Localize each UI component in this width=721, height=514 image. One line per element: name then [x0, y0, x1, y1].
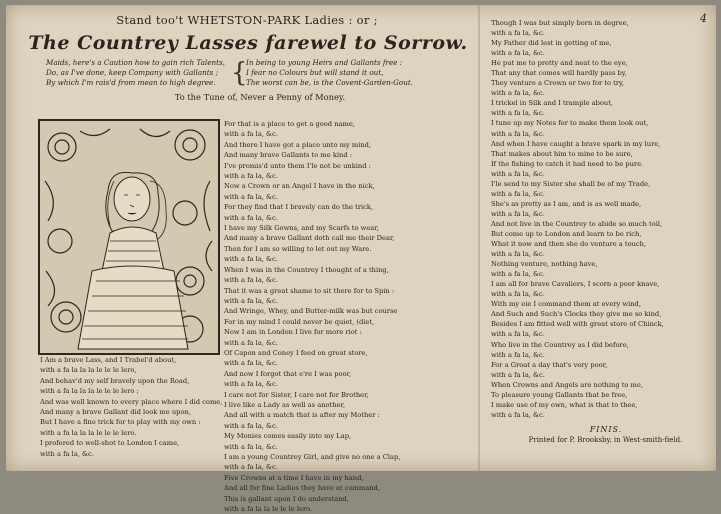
verse-line: with a fa la, &c.: [224, 421, 278, 430]
verse-line: My Monies comes easily into my Lap,: [224, 432, 352, 441]
intro-line: The worst can be, is the Covent-Garden-Gout.: [246, 78, 414, 87]
verse-line: And all with a match that is after my Mother :: [224, 411, 380, 420]
intro-line: Do, as I've done, keep Company with Gallants ;: [46, 68, 219, 77]
verse-line: with a fa la, &c.: [491, 250, 545, 259]
verse-line: I've promis'd unto them I'le not be unkind :: [224, 161, 371, 170]
verse-line: I profered to well-shot to London I came,: [40, 439, 180, 448]
verse-line: with a fa la, &c.: [491, 270, 545, 279]
verse-line: with a fa la, &c.: [491, 290, 545, 299]
printer-imprint: Printed for P. Brooksby, in West-smith-field.: [528, 436, 683, 444]
verse-line: with a fa la, &c.: [224, 338, 278, 347]
verse-line: With my eie I command them at every wind,: [491, 300, 641, 309]
ballad-title: The Countrey Lasses farewel to Sorrow.: [28, 32, 468, 54]
verse-line: And now I forgot that e're I was poor,: [224, 369, 352, 378]
verse-line: with a fa la, &c.: [224, 255, 278, 264]
verse-line: When Crowns and Angels are nothing to me,: [491, 380, 643, 389]
verse-line: But I have a fine trick for to play with my own :: [40, 418, 201, 427]
verse-line: I'le send to my Sister she shall be of my Trade,: [491, 179, 651, 188]
verse-line: For that is a place to get a good name,: [224, 120, 355, 128]
verse-line: with a fa la, &c.: [491, 330, 545, 339]
verse-line: with a fa la, &c.: [491, 370, 545, 379]
verse-line: with a fa la, &c.: [40, 449, 94, 458]
verse-line: with a fa la, &c.: [224, 359, 278, 368]
verse-line: And many brave Gallants to me kind :: [224, 151, 352, 160]
intro-line: Maids, here's a Caution how to gain rich Talents,: [46, 58, 225, 67]
intro-verse-left: [46, 58, 226, 88]
verse-line: She's as pretty as I am, and is as well made,: [491, 199, 642, 208]
intro-line: In being to young Heirs and Gallants free :: [246, 58, 403, 67]
verse-line: For a Groat a day that's very poor,: [491, 360, 608, 369]
verse-line: When I was in the Countrey I thought of a thing,: [224, 265, 389, 274]
verse-line: And not live in the Countrey to abide so much toil,: [491, 219, 663, 228]
verse-line: with a fa la, &c.: [491, 89, 545, 98]
verse-line: And behav'd my self bravely upon the Road,: [40, 376, 190, 385]
tune-line: To the Tune of, Never a Penny of Money.: [174, 92, 346, 102]
verse-line: Nothing venture, nothing have,: [491, 260, 598, 269]
verse-line: with a fa la la la le le le lero.: [40, 428, 137, 437]
verse-line: For in my mind I could never be quiet, (diet,: [224, 317, 375, 326]
verse-line: I have my Silk Gowns, and my Scarfs to wear,: [224, 224, 379, 233]
verse-line: I am a young Countrey Girl, and give no one a Clap,: [224, 453, 401, 461]
verse-line: Five Crowns at a time I have in my hand,: [224, 473, 364, 482]
verse-line: This is gallant upon I do understand,: [224, 494, 349, 503]
page-number: 4: [700, 12, 707, 25]
intro-verse-right: [246, 58, 446, 88]
verse-line: with a fa la, &c.: [491, 29, 545, 38]
verse-line: To pleasure young Gallants that be free,: [491, 390, 628, 399]
verse-line: But come up to London and learn to be rich,: [491, 229, 642, 238]
finis-mark: FINIS.: [589, 425, 623, 434]
verse-line: And was well known to every place where I did come,: [40, 397, 223, 406]
verse-line: Then for I am so willing to let out my Ware.: [224, 244, 372, 253]
verse-line: with a fa la, &c.: [224, 463, 278, 472]
verse-line: My Father did lest in getting of me,: [491, 39, 612, 48]
woodcut-lady-image: [40, 121, 218, 353]
verse-line: with a fa la, &c.: [491, 109, 545, 118]
intro-line: I fear no Colours but will stand it out,: [246, 68, 384, 77]
verse-line: with a fa la, &c.: [491, 169, 545, 178]
verse-line: with a fa la, &c.: [491, 189, 545, 198]
verse-line: Of Capon and Coney I feed on great store,: [224, 348, 368, 357]
verse-line: with a fa la, &c.: [224, 442, 278, 451]
verse-line: For they find that I bravely can do the trick,: [224, 203, 374, 212]
verse-line: Besides I am fitted well with great store of Chinck,: [491, 320, 664, 329]
broadside-sheet: [6, 5, 716, 514]
verse-line: with a fa la, &c.: [224, 192, 278, 201]
brace-glyph: {: [231, 58, 248, 88]
verse-line: And when I have caught a brave spark in my lure,: [491, 139, 661, 148]
verse-line: with a fa la, &c.: [491, 350, 545, 359]
verse-line: I tune up my Notes for to make them look out,: [491, 119, 649, 128]
verse-line: He put me to pretty and neat to the eye,: [491, 59, 628, 68]
verse-line: And many a brave Gallant did look me upon,: [40, 408, 191, 417]
verse-line: What it now and then she do venture a touch,: [491, 240, 647, 249]
verse-line: I care not for Sister, I care not for Brother,: [224, 390, 369, 399]
intro-line: By which I'm rais'd from mean to high degree.: [46, 78, 216, 87]
left-column-verses: [40, 355, 225, 459]
verse-line: with a fa la, &c.: [491, 49, 545, 58]
verse-line: Though I was but simply born in degree,: [491, 19, 629, 27]
verse-line: with a fa la la la le le le lero,: [40, 366, 137, 375]
verse-line: with a fa la, &c.: [224, 130, 278, 139]
verse-line: with a fa la, &c.: [224, 172, 278, 181]
verse-line: And Wringe, Whey, and Butter-milk was but course: [224, 307, 398, 316]
verse-line: with a fa la la le le le lero.: [224, 505, 313, 514]
verse-line: I trickel in Silk and I trample about,: [491, 99, 614, 108]
page-fold: [478, 5, 480, 471]
verse-line: with a fa la, &c.: [224, 276, 278, 285]
verse-line: I make use of my own, what is that to thee,: [491, 400, 638, 409]
verse-line: I Am a brave Lass, and I Trabel'd about,: [40, 356, 177, 364]
verse-line: with a fa la la la le le le lero ;: [40, 387, 139, 396]
verse-line: They venture a Crown or two for to try,: [491, 79, 625, 88]
verse-line: That any that comes will hardly pass by,: [491, 69, 627, 78]
verse-line: And many a brave Gallant doth call me their Dear,: [224, 234, 395, 243]
woodcut-illustration: [38, 119, 220, 355]
verse-line: That makes about him to mine to be sure,: [491, 149, 633, 158]
verse-line: And all for fine Ladies they have at command,: [224, 484, 380, 493]
header-subtitle: Stand too't WHETSTON-PARK Ladies : or ;: [116, 13, 378, 27]
verse-line: If the fishing to catch it had need to be pure.: [491, 159, 644, 168]
verse-line: Now a Crown or an Angel I have in the nick,: [224, 182, 375, 191]
verse-line: I am all for brave Cavaliers, I scorn a poor knave,: [491, 280, 660, 289]
verse-line: with a fa la, &c.: [491, 129, 545, 138]
verse-line: And Such and Such's Clocks they give me so kind,: [491, 310, 662, 319]
verse-line: Who live in the Countrey as I did before,: [491, 340, 629, 349]
verse-line: with a fa la, &c.: [224, 380, 278, 389]
verse-line: with a fa la, &c.: [491, 209, 545, 218]
verse-line: That it was a great shame to sit there for to Spin :: [224, 286, 395, 295]
verse-line: I live like a Lady as well as another,: [224, 400, 346, 409]
verse-line: Now I am in London I live for more riot :: [224, 328, 362, 337]
right-column-verses: [491, 18, 706, 420]
verse-line: with a fa la, &c.: [224, 213, 278, 222]
verse-line: And there I have got a place unto my mind,: [224, 140, 372, 149]
middle-column-verses: [224, 119, 474, 514]
verse-line: with a fa la, &c.: [491, 410, 545, 419]
verse-line: with a fa la, &c.: [224, 296, 278, 305]
